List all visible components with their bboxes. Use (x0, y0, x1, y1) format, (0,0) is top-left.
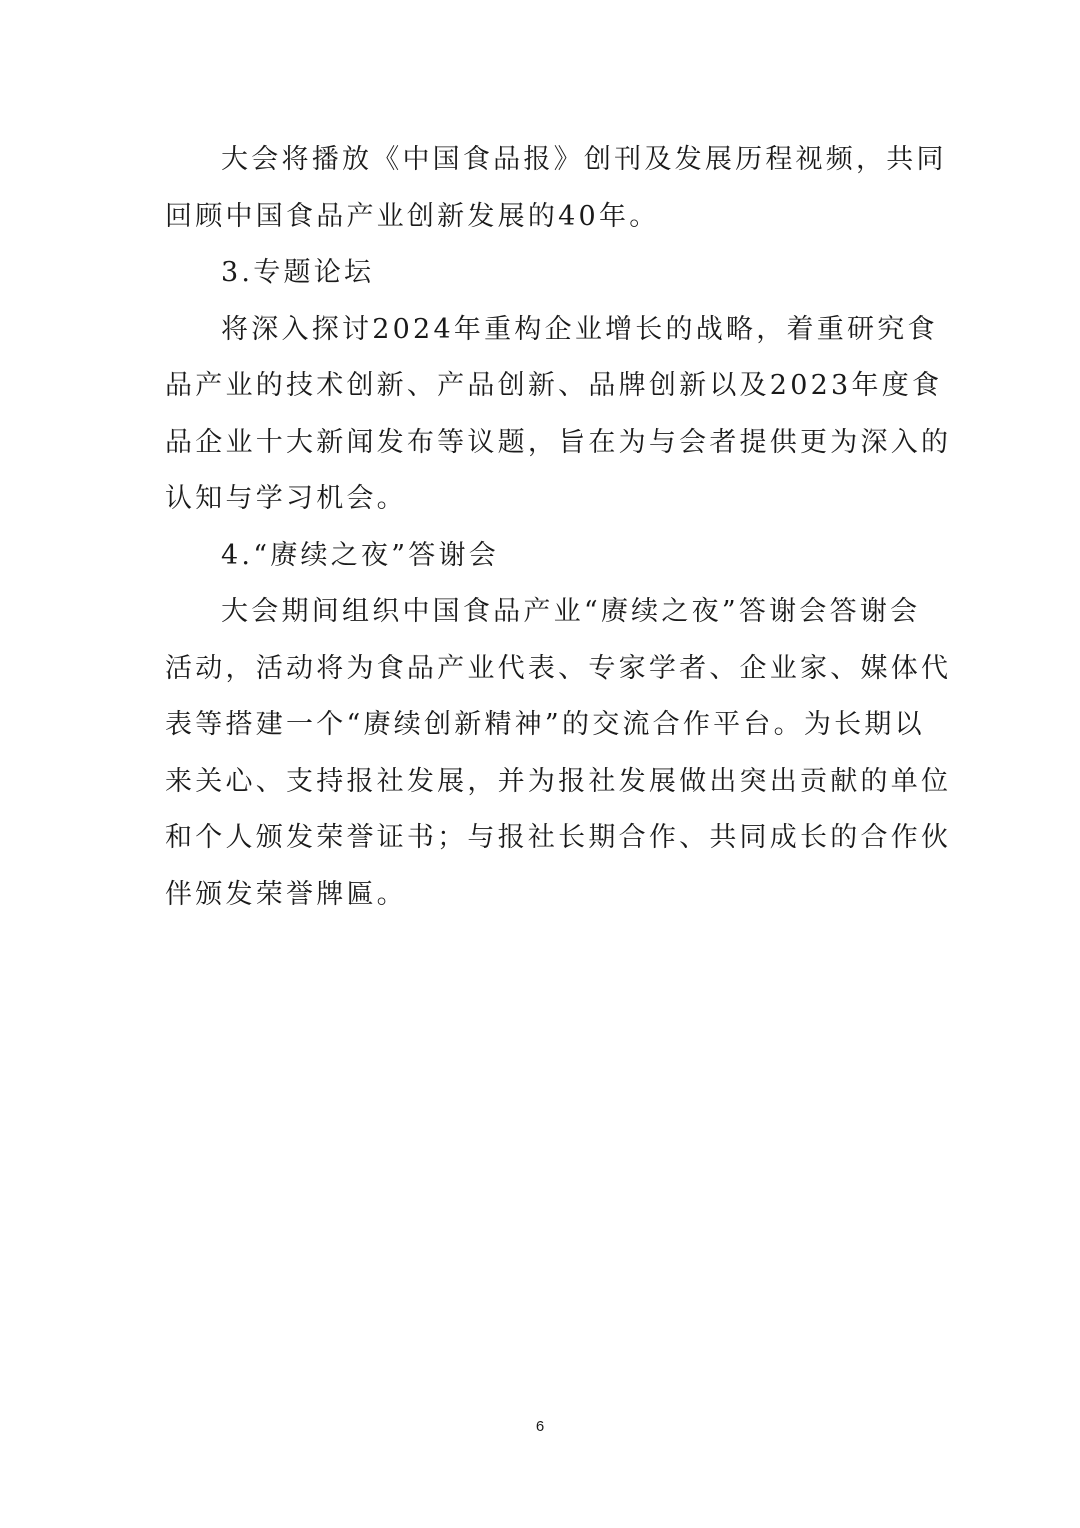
section-heading: 3.专题论坛 (221, 257, 375, 288)
paragraph-gala (165, 584, 952, 923)
paragraph-line: 品企业十大新闻发布等议题，旨在为与会者提供更为深入的 (165, 426, 952, 458)
section-heading: 4.“赓续之夜”答谢会 (221, 539, 500, 571)
page-number: 6 (535, 1418, 545, 1435)
section-heading-gala (165, 528, 917, 585)
paragraph-line: 将深入探讨2024年重构企业增长的战略，着重研究食 (221, 313, 938, 345)
paragraph-line: 认知与学习机会。 (165, 483, 407, 514)
paragraph-line: 活动，活动将为食品产业代表、专家学者、企业家、媒体代 (165, 652, 952, 684)
paragraph-line: 大会期间组织中国食品产业“赓续之夜”答谢会答谢会 (221, 596, 921, 627)
paragraph-line: 表等搭建一个“赓续创新精神”的交流合作平台。为长期以 (165, 709, 925, 740)
paragraph-line: 来关心、支持报社发展，并为报社发展做出突出贡献的单位 (165, 765, 952, 797)
paragraph-line: 回顾中国食品产业创新发展的40年。 (165, 200, 660, 232)
paragraph-video-review (165, 132, 947, 245)
paragraph-forum (165, 302, 952, 528)
paragraph-line: 和个人颁发荣誉证书；与报社长期合作、共同成长的合作伙 (165, 822, 952, 853)
paragraph-line: 大会将播放《中国食品报》创刊及发展历程视频，共同 (221, 144, 947, 175)
document-body (165, 132, 952, 923)
paragraph-line: 伴颁发荣誉牌匾。 (165, 878, 407, 910)
paragraph-line: 品产业的技术创新、产品创新、品牌创新以及2023年度食 (165, 370, 943, 401)
section-heading-forum (165, 245, 917, 302)
